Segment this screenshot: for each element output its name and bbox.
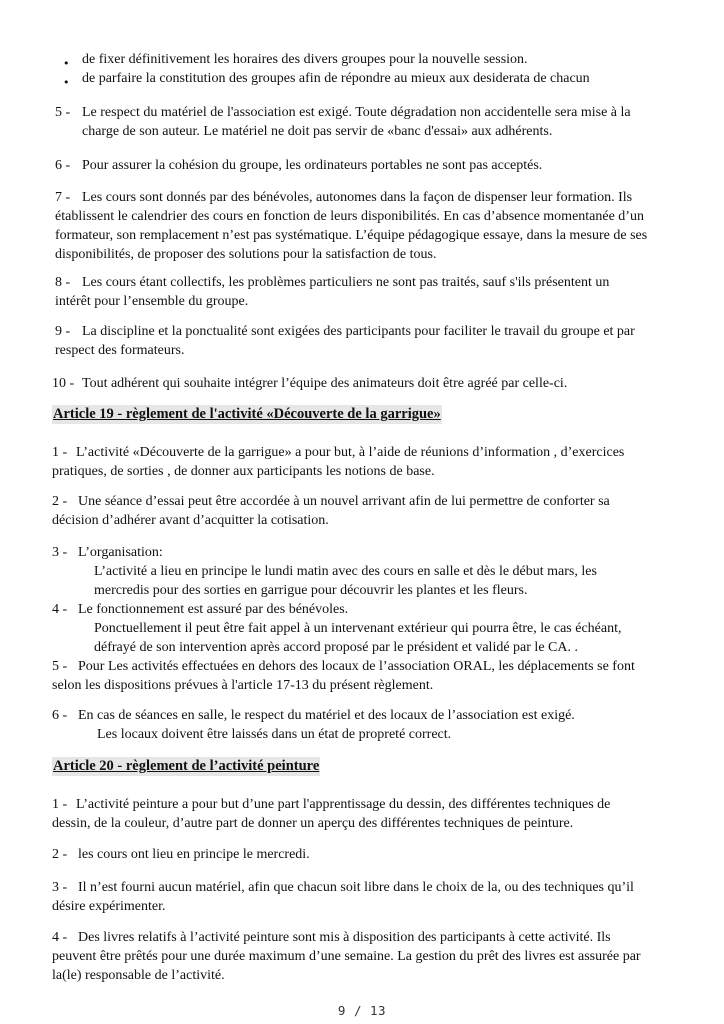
bullet-text: de fixer définitivement les horaires des divers groupes pour la nouvelle session. [82, 52, 528, 67]
item-text-line: dessin, de la couleur, d’autre part de donner un aperçu des différentes techniques de peinture. [52, 816, 574, 831]
item-text-line: Le respect du matériel de l'association est exigé. Toute dégradation non accidentelle sera mise à la [82, 105, 631, 120]
item-text-line: respect des formateurs. [55, 343, 185, 358]
item-text-line: charge de son auteur. Le matériel ne doit pas servir de «banc d'essai» aux adhérents. [82, 124, 553, 139]
item-text-line: pratiques, de sorties , de donner aux participants les notions de base. [52, 464, 435, 479]
item-number: 5 - [52, 659, 68, 674]
item-text-line: Ponctuellement il peut être fait appel à un intervenant extérieur qui pourra être, le cas échéant, [94, 621, 622, 636]
item-number: 4 - [52, 602, 68, 617]
item-text-line: Les locaux doivent être laissés dans un état de propreté correct. [97, 727, 452, 742]
item-text-line: Des livres relatifs à l’activité peinture sont mis à disposition des participants à cette activité. Ils [78, 930, 611, 945]
item-text-line: selon les dispositions prévues à l'article 17-13 du présent règlement. [52, 678, 434, 693]
item-text-line: disponibilités, de proposer des solutions pour la satisfaction de tous. [55, 247, 437, 262]
item-number: 6 - [52, 708, 68, 723]
item-number: 2 - [52, 494, 68, 509]
item-text-line: Pour Les activités effectuées en dehors des locaux de l’association ORAL, les déplacements se font [78, 659, 635, 674]
item-text-line: L’activité a lieu en principe le lundi matin avec des cours en salle et dès le début mars, les [94, 564, 597, 579]
item-text-line: formateur, son remplacement n’est pas systématique. L’équipe pédagogique essaye, dans la mesure de ses [55, 228, 648, 243]
item-text-line: décision d’adhérer avant d’acquitter la cotisation. [52, 513, 329, 528]
item-number: 6 - [55, 158, 71, 173]
item-text-line: mercredis pour des sorties en garrigue pour découvrir les plantes et les fleurs. [94, 583, 528, 598]
item-text-line: intérêt pour l’ensemble du groupe. [55, 294, 249, 309]
item-text-line: Pour assurer la cohésion du groupe, les ordinateurs portables ne sont pas acceptés. [82, 158, 543, 173]
item-number: 3 - [52, 545, 68, 560]
item-number: 10 - [52, 376, 75, 391]
item-text-line: défrayé de son intervention après accord proposé par le président et validé par le CA. . [94, 640, 578, 655]
article-20-heading: Article 20 - règlement de l’activité peinture [53, 758, 320, 774]
item-number: 5 - [55, 105, 71, 120]
item-number: 7 - [55, 190, 71, 205]
item-text-line: La discipline et la ponctualité sont exigées des participants pour faciliter le travail du groupe et par [82, 324, 635, 339]
item-text-line: L’organisation: [78, 545, 163, 560]
item-number: 3 - [52, 880, 68, 895]
item-text-line: établissent le calendrier des cours en fonction de leurs disponibilités. En cas d’absence momentanée d’un [55, 209, 644, 224]
item-text-line: L’activité «Découverte de la garrigue» a pour but, à l’aide de réunions d’information , d’exercices [76, 445, 625, 460]
item-number: 1 - [52, 797, 68, 812]
item-text-line: En cas de séances en salle, le respect du matériel et des locaux de l’association est exigé. [78, 708, 575, 723]
item-text-line: Les cours sont donnés par des bénévoles, autonomes dans la façon de dispenser leur formation. Ils [82, 190, 633, 205]
bullet-icon: • [63, 57, 70, 70]
bullet-icon: • [63, 76, 70, 89]
page-number: 9 / 13 [337, 1003, 387, 1018]
item-text-line: L’activité peinture a pour but d’une part l'apprentissage du dessin, des différentes techniques de [76, 797, 611, 812]
item-text-line: Le fonctionnement est assuré par des bénévoles. [78, 602, 349, 617]
item-text-line: peuvent être prêtés pour une durée maximum d’une semaine. La gestion du prêt des livres est assurée par [52, 949, 641, 964]
item-number: 8 - [55, 275, 71, 290]
item-text-line: les cours ont lieu en principe le mercredi. [78, 847, 310, 862]
bullet-text: de parfaire la constitution des groupes afin de répondre au mieux aux desiderata de chacun [82, 71, 590, 86]
item-text-line: Il n’est fourni aucun matériel, afin que chacun soit libre dans le choix de la, ou des techniques qu’il [78, 880, 634, 895]
item-number: 9 - [55, 324, 71, 339]
item-text-line: Une séance d’essai peut être accordée à un nouvel arrivant afin de lui permettre de conforter sa [78, 494, 610, 509]
item-text-line: Les cours étant collectifs, les problèmes particuliers ne sont pas traités, sauf s'ils présentent un [82, 275, 610, 290]
article-19-heading: Article 19 - règlement de l'activité «Découverte de la garrigue» [53, 406, 441, 422]
item-number: 4 - [52, 930, 68, 945]
item-text-line: la(le) responsable de l’activité. [52, 968, 225, 983]
item-text-line: désire expérimenter. [52, 899, 166, 914]
item-text-line: Tout adhérent qui souhaite intégrer l’équipe des animateurs doit être agréé par celle-ci. [82, 376, 568, 391]
item-number: 1 - [52, 445, 68, 460]
item-number: 2 - [52, 847, 68, 862]
